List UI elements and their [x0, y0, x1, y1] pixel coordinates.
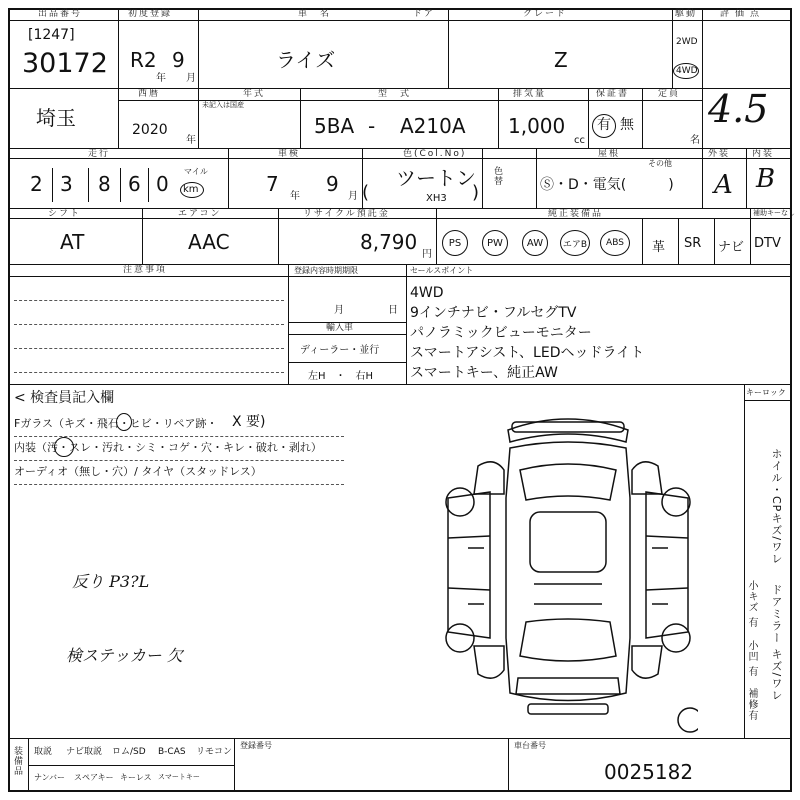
col-divider: [288, 264, 289, 384]
note-line: [14, 324, 284, 325]
aux-key-label: 補助キーなし: [753, 209, 795, 217]
year-unit: 年: [290, 191, 300, 202]
footer-item: リモコン: [196, 747, 233, 757]
note-line: [14, 460, 344, 461]
mileage-digit: 8: [98, 172, 111, 196]
chassis-label: 車台番号: [514, 741, 546, 750]
mileage-digit: 3: [60, 172, 73, 196]
col-divider: [642, 88, 643, 148]
ac-value: AAC: [188, 230, 230, 254]
reg-number-label: 登録番号: [240, 741, 272, 750]
equip-abs-circle: [600, 230, 630, 256]
month-unit: 月: [186, 73, 196, 84]
notes-label: 注意事項: [123, 265, 168, 275]
inspection-month: 7: [266, 172, 279, 196]
model-dash: -: [368, 114, 376, 138]
date-day-unit: 日: [388, 305, 398, 316]
sales-point: スマートアシスト、LEDヘッドライト: [410, 345, 645, 361]
interior-line: 内装（汚・スレ・汚れ・シミ・コゲ・穴・キレ・破れ・剥れ）: [14, 441, 322, 454]
key-lock-label: キーロック: [746, 388, 786, 397]
recycle-value: 8,790: [360, 230, 418, 254]
cell-line: [288, 362, 406, 363]
note-line: [14, 372, 284, 373]
drive-2wd: 2WD: [676, 37, 698, 47]
evaluation-score: 4.5: [708, 87, 769, 131]
col-divider: [300, 88, 301, 148]
col-divider: [118, 8, 119, 148]
warranty-label: 保証書: [596, 89, 630, 99]
equipment-side-label: 装備品: [12, 746, 22, 776]
footer-item: ナンバー: [34, 773, 66, 782]
footer-item: 取説: [34, 747, 53, 757]
side-note-mirror: ドアミラー キズ/ワレ: [770, 584, 783, 702]
shift-label: シフト: [48, 209, 82, 219]
car-name-label: 車 名: [298, 9, 332, 19]
col-divider: [142, 208, 143, 264]
displacement: 1,000: [508, 114, 566, 138]
import-note: 未記入は国産: [202, 101, 244, 109]
label-band: [8, 218, 792, 219]
mileage-digit: 0: [156, 172, 169, 196]
equip-leather: 革: [652, 240, 666, 255]
color-number: XH3: [426, 193, 447, 204]
row2-divider: [8, 148, 792, 149]
label-band: [8, 20, 792, 21]
car-diagram: [438, 408, 698, 733]
footer-item: ナビ取説: [66, 747, 103, 757]
color-change-label: 色替: [492, 166, 502, 186]
footer-item: ロム/SD: [112, 747, 146, 757]
color-value: ツートン: [396, 166, 476, 190]
handwritten-note: 反り P3?L: [72, 572, 150, 591]
km-unit: km: [183, 184, 199, 195]
side-note-small-dent: 小凹 有: [746, 640, 757, 678]
digit-separator: [88, 168, 89, 202]
col-divider: [746, 148, 747, 208]
col-divider: [642, 218, 643, 264]
capacity-unit: 名: [690, 135, 700, 146]
yen-unit: 円: [422, 249, 432, 260]
chassis-number: 0025182: [604, 760, 694, 784]
mileage-digit: 2: [30, 172, 43, 196]
warranty-no: 無: [620, 117, 634, 133]
col-divider: [228, 148, 229, 208]
digit-separator: [120, 168, 121, 202]
lot-code: [1247]: [28, 27, 75, 43]
roof-other-label: その他: [648, 159, 672, 168]
displacement-label: 排気量: [513, 89, 547, 99]
interior-grade: B: [756, 164, 776, 194]
equip-ps: PS: [448, 237, 462, 249]
month-unit: 月: [348, 191, 358, 202]
reg-date-label: 登録内容時期期限: [294, 266, 358, 275]
side-note-wheel: ホイル・CPキズ/ワレ: [770, 448, 783, 566]
equip-aw: AW: [526, 237, 544, 249]
col-divider: [702, 8, 703, 208]
dealer-parallel: ディーラー・並行: [300, 345, 380, 356]
footer-item: スマートキー: [158, 773, 200, 781]
grade: Z: [554, 48, 568, 72]
chip-circle: [116, 413, 132, 431]
label-band: [8, 276, 792, 277]
row3-divider: [8, 208, 792, 209]
prefecture: 埼玉: [36, 106, 76, 130]
mileage-label: 走行: [88, 149, 111, 159]
interior-circle: [54, 437, 74, 457]
recycle-label: リサイクル預託金: [303, 209, 390, 219]
lot-number: 30172: [22, 48, 108, 79]
sales-point: パノラミックビューモニター: [410, 325, 592, 341]
model-code: A210A: [400, 114, 466, 138]
footer-divider: [8, 738, 792, 739]
door-label: ドア: [413, 9, 435, 19]
col-divider: [198, 88, 199, 148]
first-reg-era: R2: [130, 48, 157, 72]
equip-navi: ナビ: [718, 240, 745, 255]
footer-item: スペアキー: [74, 773, 114, 782]
inspector-title: < 検査員記入欄: [14, 390, 115, 406]
equip-abs: ABS: [606, 238, 624, 248]
capacity-label: 定員: [658, 89, 681, 99]
col-divider: [406, 264, 407, 384]
equip-aw-circle: [522, 230, 548, 256]
digit-separator: [52, 168, 53, 202]
exterior-label: 外装: [708, 149, 731, 159]
inspection-day: 9: [326, 172, 339, 196]
year-unit: 年: [186, 135, 196, 146]
interior-label: 内装: [752, 149, 775, 159]
footer-item: キーレス: [120, 773, 152, 782]
drive-label: 駆動: [675, 9, 698, 19]
col-divider: [536, 148, 537, 208]
fglass-line: Fガラス（キズ・飛石・ヒビ・リペア跡・: [14, 417, 218, 430]
fglass-mark: X 要): [232, 414, 266, 430]
audio-line: オーディオ（無し・穴）/ タイヤ（スタッドレス）: [14, 465, 262, 478]
col-divider: [750, 208, 751, 264]
col-divider: [508, 738, 509, 792]
label-band: [8, 158, 792, 159]
col-divider: [498, 88, 499, 148]
year-unit: 年: [156, 73, 166, 84]
equip-airbag-circle: [560, 230, 590, 256]
equipment-label: 純正装備品: [548, 209, 604, 219]
col-divider: [678, 218, 679, 264]
auction-sheet: [8, 8, 795, 792]
exterior-grade: A: [714, 170, 733, 200]
equip-dtv: DTV: [754, 236, 781, 251]
col-divider: [714, 218, 715, 264]
score-label: 評価点: [720, 9, 766, 19]
sales-point: 4WD: [410, 285, 444, 301]
equip-pw: PW: [487, 237, 503, 249]
color-label: 色(Col.No): [403, 149, 467, 159]
side-label-line: [744, 400, 792, 401]
paren-open: (: [362, 182, 370, 203]
digit-separator: [148, 168, 149, 202]
handwritten-note: 検ステッカー 欠: [66, 646, 183, 665]
mileage-digit: 6: [128, 172, 141, 196]
model-label: 型 式: [378, 89, 412, 99]
side-column-divider: [744, 384, 745, 738]
history-label: 年式: [243, 89, 266, 99]
col-divider: [588, 88, 589, 148]
col-divider: [278, 208, 279, 264]
equip-airbag: エアB: [562, 239, 588, 250]
drive-4wd: 4WD: [676, 66, 698, 76]
date-month-unit: 月: [334, 305, 344, 316]
sales-point: スマートキー、純正AW: [410, 365, 558, 381]
year-value: 2020: [132, 122, 168, 138]
note-line: [14, 484, 344, 485]
col-divider: [234, 738, 235, 792]
mile-unit: マイル: [184, 167, 208, 176]
shift-value: AT: [60, 230, 85, 254]
sales-points-label: セールスポイント: [410, 266, 474, 275]
note-line: [14, 348, 284, 349]
cell-line: [28, 765, 234, 766]
side-note-repaired: 補修有: [746, 688, 757, 721]
footer-item: B-CAS: [158, 747, 186, 757]
equip-ps-circle: [442, 230, 468, 256]
roof-options: Ⓢ・D・電気( ): [540, 177, 674, 193]
inspection-label: 車検: [278, 149, 301, 159]
handle-side: 左H ・ 右H: [308, 371, 374, 382]
col-divider: [482, 148, 483, 208]
sales-point: 9インチナビ・フルセグTV: [410, 305, 577, 321]
col-divider: [436, 208, 437, 264]
auction-no-label: 出品番号: [38, 9, 83, 19]
equip-sunroof: SR: [684, 236, 702, 251]
paren-close: ): [472, 182, 480, 203]
warranty-yes: 有: [597, 117, 611, 133]
side-note-small-scratch: 小キズ 有: [746, 580, 757, 629]
first-reg-label: 初度登録: [128, 9, 173, 19]
first-reg-month: 9: [172, 48, 185, 72]
model-prefix: 5BA: [314, 114, 355, 138]
car-name: ライズ: [276, 48, 336, 72]
ac-label: エアコン: [178, 209, 222, 219]
cell-line: [288, 334, 406, 335]
grade-label: グレード: [523, 9, 568, 19]
cc-unit: cc: [574, 135, 585, 146]
roof-label: 屋根: [598, 149, 621, 159]
year-label: 西暦: [138, 89, 161, 99]
notes-divider: [8, 384, 792, 385]
import-type-label: 輸入車: [326, 323, 354, 333]
note-line: [14, 300, 284, 301]
equip-pw-circle: [482, 230, 508, 256]
